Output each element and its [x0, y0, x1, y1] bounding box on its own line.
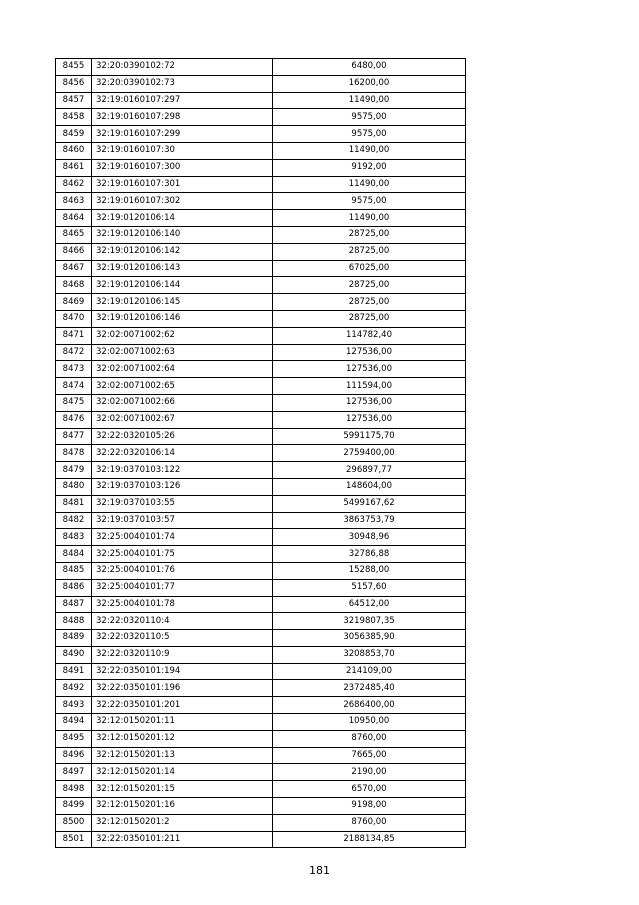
- row-number-cell: 8458: [56, 109, 92, 126]
- value-cell: 5991175,70: [273, 428, 466, 445]
- table-row: [56, 327, 466, 344]
- cadastral-number-cell: 32:19:0160107:298: [92, 109, 273, 126]
- value-cell: 3056385,90: [273, 630, 466, 647]
- value-cell: 8760,00: [273, 730, 466, 747]
- value-cell: 111594,00: [273, 378, 466, 395]
- row-number-cell: 8463: [56, 193, 92, 210]
- row-number-cell: 8467: [56, 260, 92, 277]
- cadastral-number-cell: 32:22:0350101:211: [92, 831, 273, 848]
- value-cell: 6570,00: [273, 781, 466, 798]
- value-cell: 28725,00: [273, 226, 466, 243]
- row-number-cell: 8470: [56, 310, 92, 327]
- value-cell: 5157,60: [273, 579, 466, 596]
- value-cell: 9198,00: [273, 798, 466, 815]
- row-number-cell: 8486: [56, 579, 92, 596]
- cadastral-number-cell: 32:02:0071002:67: [92, 411, 273, 428]
- table-row: [56, 394, 466, 411]
- value-cell: 11490,00: [273, 176, 466, 193]
- row-number-cell: 8487: [56, 596, 92, 613]
- cadastral-number-cell: 32:12:0150201:16: [92, 798, 273, 815]
- cadastral-number-cell: 32:12:0150201:12: [92, 730, 273, 747]
- row-number-cell: 8471: [56, 327, 92, 344]
- cadastral-number-cell: 32:19:0370103:122: [92, 462, 273, 479]
- value-cell: 3219807,35: [273, 613, 466, 630]
- table-row: [56, 159, 466, 176]
- table-row: [56, 680, 466, 697]
- cadastral-number-cell: 32:19:0120106:142: [92, 243, 273, 260]
- table-row: [56, 798, 466, 815]
- cadastral-number-cell: 32:19:0160107:30: [92, 142, 273, 159]
- cadastral-number-cell: 32:22:0350101:201: [92, 697, 273, 714]
- table-row: [56, 781, 466, 798]
- table-row: [56, 562, 466, 579]
- row-number-cell: 8464: [56, 210, 92, 227]
- table-row: [56, 75, 466, 92]
- row-number-cell: 8495: [56, 730, 92, 747]
- row-number-cell: 8478: [56, 445, 92, 462]
- cadastral-number-cell: 32:25:0040101:78: [92, 596, 273, 613]
- data-table: [55, 58, 466, 848]
- cadastral-number-cell: 32:02:0071002:62: [92, 327, 273, 344]
- row-number-cell: 8500: [56, 814, 92, 831]
- table-row: [56, 260, 466, 277]
- table-row: [56, 176, 466, 193]
- value-cell: 64512,00: [273, 596, 466, 613]
- value-cell: 9192,00: [273, 159, 466, 176]
- row-number-cell: 8472: [56, 344, 92, 361]
- value-cell: 9575,00: [273, 193, 466, 210]
- cadastral-number-cell: 32:19:0160107:300: [92, 159, 273, 176]
- cadastral-number-cell: 32:12:0150201:15: [92, 781, 273, 798]
- value-cell: 2686400,00: [273, 697, 466, 714]
- value-cell: 5499167,62: [273, 495, 466, 512]
- cadastral-number-cell: 32:22:0350101:196: [92, 680, 273, 697]
- table-row: [56, 512, 466, 529]
- row-number-cell: 8493: [56, 697, 92, 714]
- row-number-cell: 8468: [56, 277, 92, 294]
- row-number-cell: 8488: [56, 613, 92, 630]
- row-number-cell: 8459: [56, 126, 92, 143]
- value-cell: 214109,00: [273, 663, 466, 680]
- table-row: [56, 445, 466, 462]
- table-row: [56, 697, 466, 714]
- cadastral-number-cell: 32:22:0320110:4: [92, 613, 273, 630]
- row-number-cell: 8485: [56, 562, 92, 579]
- cadastral-number-cell: 32:02:0071002:65: [92, 378, 273, 395]
- row-number-cell: 8469: [56, 294, 92, 311]
- row-number-cell: 8480: [56, 478, 92, 495]
- cadastral-number-cell: 32:19:0120106:144: [92, 277, 273, 294]
- row-number-cell: 8455: [56, 59, 92, 76]
- cadastral-number-cell: 32:12:0150201:11: [92, 714, 273, 731]
- value-cell: 30948,96: [273, 529, 466, 546]
- table-row: [56, 495, 466, 512]
- row-number-cell: 8466: [56, 243, 92, 260]
- row-number-cell: 8479: [56, 462, 92, 479]
- value-cell: 28725,00: [273, 294, 466, 311]
- cadastral-number-cell: 32:19:0160107:301: [92, 176, 273, 193]
- table-row: [56, 462, 466, 479]
- cadastral-number-cell: 32:19:0370103:55: [92, 495, 273, 512]
- value-cell: 127536,00: [273, 361, 466, 378]
- cadastral-number-cell: 32:22:0320105:26: [92, 428, 273, 445]
- row-number-cell: 8490: [56, 646, 92, 663]
- cadastral-number-cell: 32:19:0120106:143: [92, 260, 273, 277]
- row-number-cell: 8491: [56, 663, 92, 680]
- value-cell: 7665,00: [273, 747, 466, 764]
- table-row: [56, 630, 466, 647]
- row-number-cell: 8499: [56, 798, 92, 815]
- table-row: [56, 193, 466, 210]
- table-row: [56, 344, 466, 361]
- row-number-cell: 8498: [56, 781, 92, 798]
- cadastral-number-cell: 32:19:0120106:145: [92, 294, 273, 311]
- table-row: [56, 310, 466, 327]
- value-cell: 9575,00: [273, 109, 466, 126]
- row-number-cell: 8465: [56, 226, 92, 243]
- cadastral-number-cell: 32:19:0160107:297: [92, 92, 273, 109]
- row-number-cell: 8492: [56, 680, 92, 697]
- table-row: [56, 579, 466, 596]
- table-row: [56, 109, 466, 126]
- table-row: [56, 764, 466, 781]
- cadastral-number-cell: 32:02:0071002:66: [92, 394, 273, 411]
- value-cell: 11490,00: [273, 210, 466, 227]
- table-row: [56, 210, 466, 227]
- value-cell: 32786,88: [273, 546, 466, 563]
- value-cell: 3863753,79: [273, 512, 466, 529]
- cadastral-number-cell: 32:25:0040101:77: [92, 579, 273, 596]
- cadastral-number-cell: 32:20:0390102:72: [92, 59, 273, 76]
- table-row: [56, 142, 466, 159]
- value-cell: 8760,00: [273, 814, 466, 831]
- row-number-cell: 8456: [56, 75, 92, 92]
- cadastral-number-cell: 32:19:0370103:57: [92, 512, 273, 529]
- cadastral-number-cell: 32:22:0320106:14: [92, 445, 273, 462]
- value-cell: 11490,00: [273, 92, 466, 109]
- cadastral-number-cell: 32:22:0320110:9: [92, 646, 273, 663]
- value-cell: 9575,00: [273, 126, 466, 143]
- table-row: [56, 243, 466, 260]
- value-cell: 28725,00: [273, 310, 466, 327]
- cadastral-number-cell: 32:02:0071002:63: [92, 344, 273, 361]
- table-row: [56, 596, 466, 613]
- cadastral-number-cell: 32:22:0350101:194: [92, 663, 273, 680]
- cadastral-number-cell: 32:25:0040101:76: [92, 562, 273, 579]
- table-row: [56, 613, 466, 630]
- cadastral-number-cell: 32:12:0150201:14: [92, 764, 273, 781]
- value-cell: 127536,00: [273, 411, 466, 428]
- row-number-cell: 8462: [56, 176, 92, 193]
- row-number-cell: 8473: [56, 361, 92, 378]
- cadastral-number-cell: 32:25:0040101:74: [92, 529, 273, 546]
- cadastral-number-cell: 32:19:0160107:299: [92, 126, 273, 143]
- row-number-cell: 8501: [56, 831, 92, 848]
- row-number-cell: 8497: [56, 764, 92, 781]
- table-row: [56, 714, 466, 731]
- row-number-cell: 8482: [56, 512, 92, 529]
- value-cell: 16200,00: [273, 75, 466, 92]
- cadastral-number-cell: 32:19:0120106:146: [92, 310, 273, 327]
- value-cell: 127536,00: [273, 344, 466, 361]
- row-number-cell: 8496: [56, 747, 92, 764]
- table-row: [56, 529, 466, 546]
- row-number-cell: 8481: [56, 495, 92, 512]
- page-number: 181: [309, 864, 330, 877]
- row-number-cell: 8475: [56, 394, 92, 411]
- row-number-cell: 8489: [56, 630, 92, 647]
- value-cell: 10950,00: [273, 714, 466, 731]
- table-row: [56, 546, 466, 563]
- cadastral-number-cell: 32:19:0370103:126: [92, 478, 273, 495]
- row-number-cell: 8457: [56, 92, 92, 109]
- value-cell: 148604,00: [273, 478, 466, 495]
- table-row: [56, 378, 466, 395]
- row-number-cell: 8474: [56, 378, 92, 395]
- table-row: [56, 226, 466, 243]
- row-number-cell: 8477: [56, 428, 92, 445]
- table-row: [56, 294, 466, 311]
- table-row: [56, 831, 466, 848]
- row-number-cell: 8483: [56, 529, 92, 546]
- cadastral-number-cell: 32:25:0040101:75: [92, 546, 273, 563]
- cadastral-number-cell: 32:19:0160107:302: [92, 193, 273, 210]
- table-row: [56, 814, 466, 831]
- table-row: [56, 646, 466, 663]
- value-cell: 6480,00: [273, 59, 466, 76]
- value-cell: 67025,00: [273, 260, 466, 277]
- row-number-cell: 8460: [56, 142, 92, 159]
- value-cell: 28725,00: [273, 243, 466, 260]
- value-cell: 114782,40: [273, 327, 466, 344]
- value-cell: 3208853,70: [273, 646, 466, 663]
- row-number-cell: 8476: [56, 411, 92, 428]
- value-cell: 2188134,85: [273, 831, 466, 848]
- table-body: [56, 59, 466, 848]
- cadastral-number-cell: 32:19:0120106:140: [92, 226, 273, 243]
- value-cell: 127536,00: [273, 394, 466, 411]
- row-number-cell: 8461: [56, 159, 92, 176]
- table-row: [56, 730, 466, 747]
- value-cell: 2190,00: [273, 764, 466, 781]
- cadastral-number-cell: 32:12:0150201:2: [92, 814, 273, 831]
- table-row: [56, 478, 466, 495]
- row-number-cell: 8494: [56, 714, 92, 731]
- table-row: [56, 92, 466, 109]
- cadastral-number-cell: 32:20:0390102:73: [92, 75, 273, 92]
- row-number-cell: 8484: [56, 546, 92, 563]
- table-row: [56, 59, 466, 76]
- table-row: [56, 277, 466, 294]
- table-row: [56, 428, 466, 445]
- cadastral-number-cell: 32:12:0150201:13: [92, 747, 273, 764]
- table-row: [56, 126, 466, 143]
- table-row: [56, 411, 466, 428]
- table-row: [56, 663, 466, 680]
- value-cell: 2372485,40: [273, 680, 466, 697]
- table-row: [56, 747, 466, 764]
- value-cell: 28725,00: [273, 277, 466, 294]
- value-cell: 11490,00: [273, 142, 466, 159]
- value-cell: 2759400,00: [273, 445, 466, 462]
- table-row: [56, 361, 466, 378]
- value-cell: 15288,00: [273, 562, 466, 579]
- cadastral-number-cell: 32:22:0320110:5: [92, 630, 273, 647]
- cadastral-number-cell: 32:02:0071002:64: [92, 361, 273, 378]
- value-cell: 296897,77: [273, 462, 466, 479]
- cadastral-number-cell: 32:19:0120106:14: [92, 210, 273, 227]
